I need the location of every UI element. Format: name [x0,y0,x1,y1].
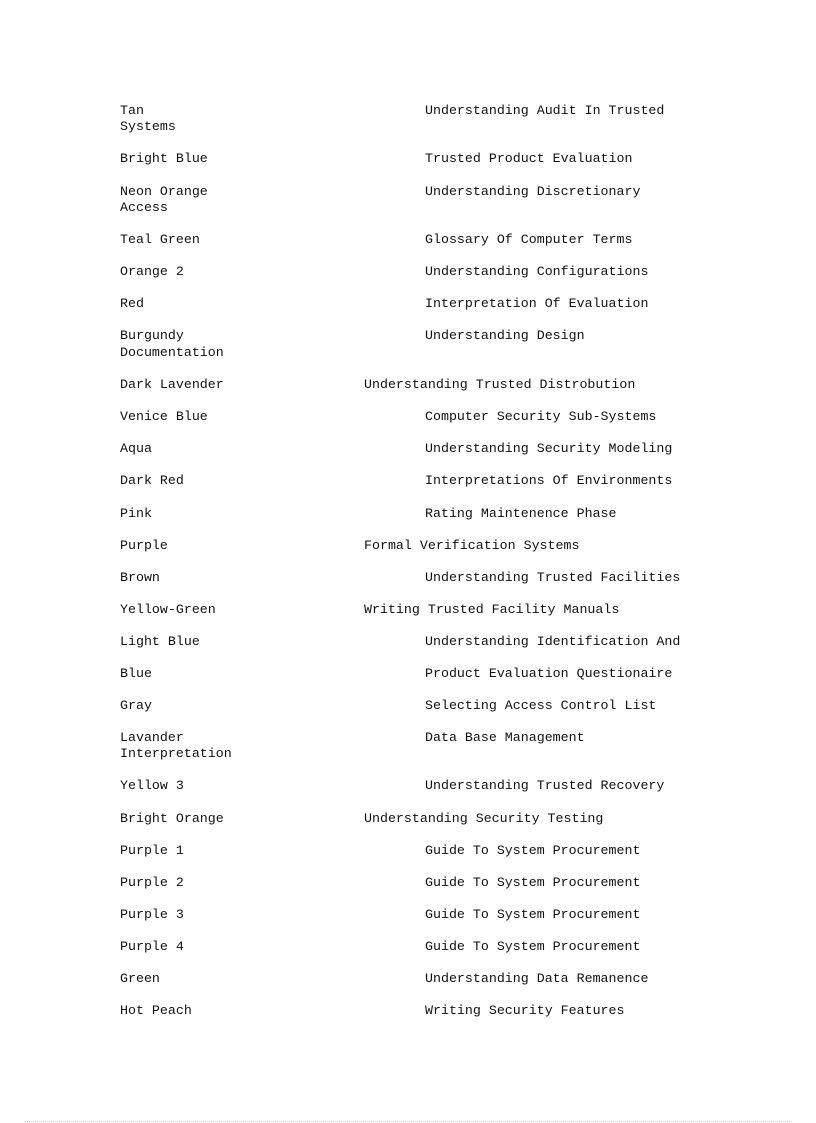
entry-title: Understanding Design [425,328,585,343]
entry-title: Rating Maintenence Phase [425,506,617,521]
entry-title: Trusted Product Evaluation [425,151,633,166]
entry-title: Interpretation Of Evaluation [425,296,649,311]
entry-title: Guide To System Procurement [425,907,641,922]
entry-color: Pink [120,506,152,521]
entry-title: Guide To System Procurement [425,875,641,890]
entry-color: Dark Red [120,473,184,488]
entry-title: Understanding Data Remanence [425,971,649,986]
entry-title-continuation: Interpretation [120,746,232,761]
entry-color: Light Blue [120,634,200,649]
entry-title-continuation: Systems [120,119,176,134]
entry-title: Interpretations Of Environments [425,473,673,488]
entry-color: Dark Lavender [120,377,224,392]
entry-color: Brown [120,570,160,585]
entry-color: Purple [120,538,168,553]
entry-color: Yellow-Green [120,602,216,617]
entry-title: Formal Verification Systems [364,538,580,553]
entry-color: Blue [120,666,152,681]
entry-title: Product Evaluation Questionaire [425,666,673,681]
entry-title: Writing Trusted Facility Manuals [364,602,620,617]
entry-color: Tan [120,103,144,118]
entry-title: Understanding Security Testing [364,811,604,826]
entry-color: Lavander [120,730,184,745]
entry-title: Guide To System Procurement [425,843,641,858]
entry-color: Gray [120,698,152,713]
entry-title: Understanding Discretionary [425,184,641,199]
entry-title: Understanding Configurations [425,264,649,279]
entry-color: Orange 2 [120,264,184,279]
entry-color: Red [120,296,144,311]
entry-color: Purple 2 [120,875,184,890]
entry-title-continuation: Access [120,200,168,215]
entry-title: Guide To System Procurement [425,939,641,954]
page-bottom-divider [24,1121,792,1122]
entry-color: Purple 1 [120,843,184,858]
entry-color: Neon Orange [120,184,208,199]
entry-color: Purple 3 [120,907,184,922]
entry-color: Aqua [120,441,152,456]
entry-title: Writing Security Features [425,1003,625,1018]
entry-title: Data Base Management [425,730,585,745]
entry-color: Green [120,971,160,986]
entry-color: Burgundy [120,328,184,343]
entry-color: Hot Peach [120,1003,192,1018]
entry-title: Understanding Trusted Recovery [425,778,665,793]
entry-title-continuation: Documentation [120,345,224,360]
entry-title: Understanding Identification And [425,634,681,649]
entry-color: Yellow 3 [120,778,184,793]
entry-title: Glossary Of Computer Terms [425,232,633,247]
entry-color: Purple 4 [120,939,184,954]
entry-color: Bright Orange [120,811,224,826]
entry-title: Understanding Trusted Facilities [425,570,681,585]
entry-color: Venice Blue [120,409,208,424]
entry-title: Understanding Audit In Trusted [425,103,665,118]
entry-title: Selecting Access Control List [425,698,657,713]
entry-color: Bright Blue [120,151,208,166]
entry-color: Teal Green [120,232,200,247]
entry-title: Understanding Security Modeling [425,441,673,456]
entry-title: Understanding Trusted Distrobution [364,377,636,392]
entry-title: Computer Security Sub-Systems [425,409,657,424]
